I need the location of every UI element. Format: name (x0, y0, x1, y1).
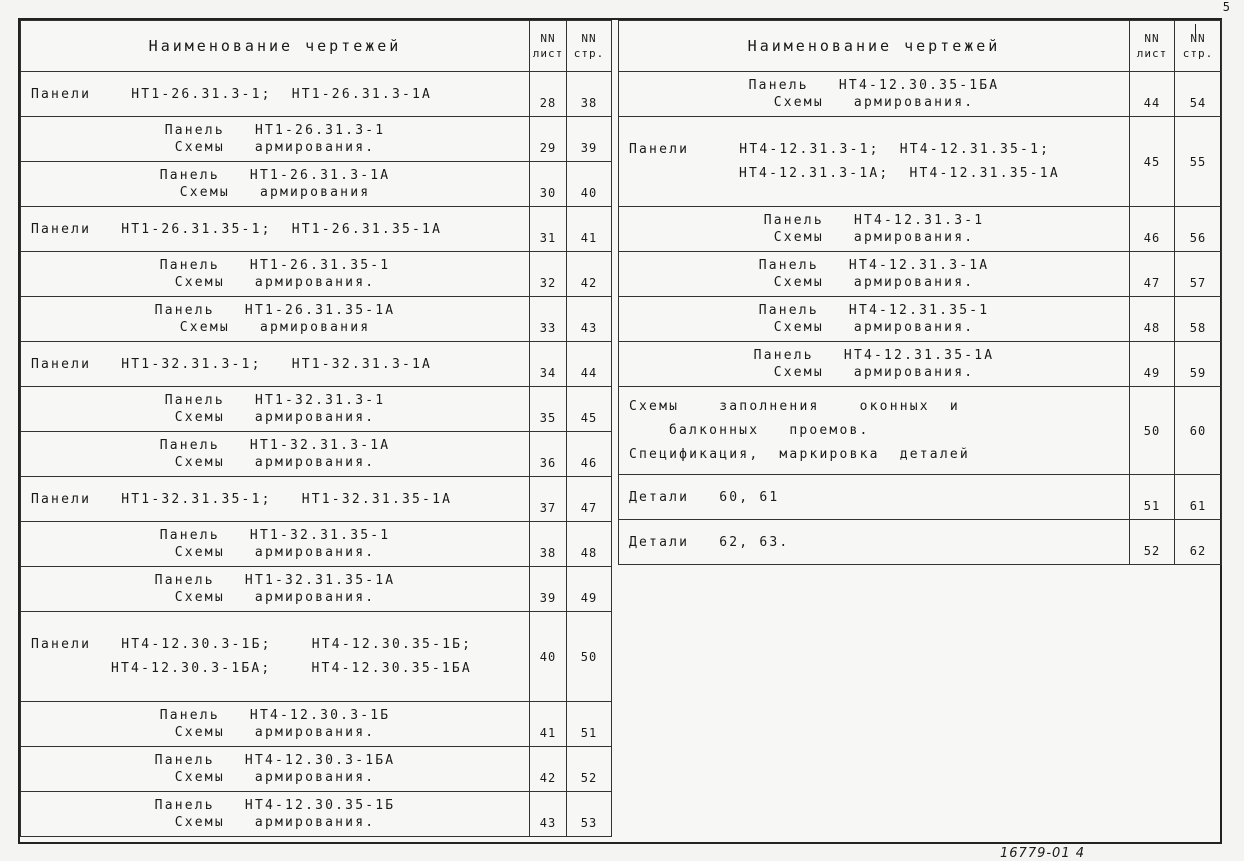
left-row (21, 117, 612, 162)
left-row-title (21, 612, 530, 702)
right-row-page-number: 55 (1175, 117, 1222, 207)
left-row-page-number: 39 (567, 117, 612, 162)
right-header-page-bottom: стр. (1182, 47, 1214, 60)
right-row-line: Панель НТ4-12.31.35-1А (753, 348, 995, 363)
right-row-title (619, 252, 1130, 297)
left-row-line: Панель НТ1-26.31.3-1А (159, 168, 391, 183)
left-row-title-text (21, 487, 529, 512)
left-row (21, 387, 612, 432)
right-row (619, 387, 1222, 475)
left-row-line: Схемы армирования. (174, 770, 376, 785)
left-row-line: Панель НТ4-12.30.3-1БА (154, 753, 396, 768)
left-row (21, 612, 612, 702)
left-row-page-number: 40 (567, 162, 612, 207)
left-row-sheet-number: 39 (530, 567, 567, 612)
left-contents-table (20, 20, 612, 837)
left-row-line: Панели НТ1-32.31.3-1; НТ1-32.31.3-1А (31, 356, 433, 372)
left-row (21, 792, 612, 837)
left-row-sheet-number: 32 (530, 252, 567, 297)
left-row-title-text (21, 703, 529, 745)
right-row-title-text (619, 343, 1129, 385)
left-row-line: Панель НТ1-26.31.35-1А (154, 303, 396, 318)
left-row-title-text (21, 298, 529, 340)
left-row (21, 252, 612, 297)
left-row-page-number: 45 (567, 387, 612, 432)
right-row-page-number: 60 (1175, 387, 1222, 475)
left-row-line: Схемы армирования. (174, 725, 376, 740)
right-row-title-text (619, 530, 1129, 555)
right-row-line: Панели НТ4-12.31.3-1; НТ4-12.31.35-1; (629, 141, 1051, 157)
right-row-title (619, 342, 1130, 387)
left-header-page-top: NN (581, 32, 597, 45)
left-row-title (21, 72, 530, 117)
left-row-sheet-number: 33 (530, 297, 567, 342)
left-row (21, 702, 612, 747)
left-row-page-number: 42 (567, 252, 612, 297)
left-row (21, 342, 612, 387)
left-row-title-text (21, 433, 529, 475)
left-row-title (21, 792, 530, 837)
right-row-sheet-number: 50 (1130, 387, 1175, 475)
right-row-title (619, 72, 1130, 117)
right-row-title-text (619, 134, 1129, 190)
left-row (21, 72, 612, 117)
right-row-line: Схемы армирования. (773, 365, 975, 380)
right-row-line: Панель НТ4-12.31.3-1 (763, 213, 985, 228)
left-row-sheet-number: 28 (530, 72, 567, 117)
right-header-sheet-bottom: лист (1136, 47, 1168, 60)
right-row-sheet-number: 47 (1130, 252, 1175, 297)
right-row-line: балконных проемов. (669, 422, 870, 438)
left-row-sheet-number: 30 (530, 162, 567, 207)
right-row-title (619, 475, 1130, 520)
left-row-line: Схемы армирования. (174, 410, 376, 425)
left-row-title (21, 702, 530, 747)
left-row-title (21, 387, 530, 432)
left-row-title-text (21, 163, 529, 205)
right-header-page (1175, 21, 1222, 72)
right-row-title-text (619, 73, 1129, 115)
corner-mark: 5 (1222, 0, 1230, 14)
right-row (619, 475, 1222, 520)
right-row-sheet-number: 46 (1130, 207, 1175, 252)
left-row-page-number: 49 (567, 567, 612, 612)
left-row-page-number: 48 (567, 522, 612, 567)
left-row-page-number: 44 (567, 342, 612, 387)
left-row-title (21, 207, 530, 252)
left-row-line: НТ4-12.30.3-1БА; НТ4-12.30.35-1БА (111, 660, 472, 676)
left-row-sheet-number: 40 (530, 612, 567, 702)
left-row-sheet-number: 42 (530, 747, 567, 792)
left-row-title-text (21, 82, 529, 107)
right-row-line: Детали 60, 61 (629, 489, 780, 505)
left-row-sheet-number: 37 (530, 477, 567, 522)
drawing-sheet (18, 18, 1222, 844)
left-row-page-number: 52 (567, 747, 612, 792)
left-row-title-text (21, 523, 529, 565)
left-row-title (21, 567, 530, 612)
left-row-line: Схемы армирования. (174, 590, 376, 605)
left-row-line: Панель НТ1-32.31.3-1А (159, 438, 391, 453)
left-row-page-number: 51 (567, 702, 612, 747)
left-header-sheet (530, 21, 567, 72)
right-header-name: Наименование чертежей (619, 21, 1130, 72)
right-row-title (619, 207, 1130, 252)
right-row-line: НТ4-12.31.3-1А; НТ4-12.31.35-1А (739, 165, 1060, 181)
right-row-line: Детали 62, 63. (629, 534, 790, 550)
left-header-sheet-top: NN (540, 32, 556, 45)
left-row (21, 477, 612, 522)
left-row-title (21, 342, 530, 387)
right-row (619, 520, 1222, 565)
right-row-line: Схемы заполнения оконных и (629, 398, 960, 414)
left-header-page (567, 21, 612, 72)
left-row-line: Панель НТ1-32.31.35-1А (154, 573, 396, 588)
left-row-title (21, 252, 530, 297)
left-header-page-bottom: стр. (573, 47, 605, 60)
left-header-sheet-bottom: лист (532, 47, 564, 60)
left-row-line: Панель НТ1-32.31.35-1 (159, 528, 391, 543)
left-row (21, 432, 612, 477)
left-row-title-text (21, 118, 529, 160)
left-header-row (21, 21, 612, 72)
right-row-sheet-number: 51 (1130, 475, 1175, 520)
right-row (619, 72, 1222, 117)
left-row-line: Панель НТ4-12.30.35-1Б (154, 798, 396, 813)
right-row-line: Схемы армирования. (773, 320, 975, 335)
right-header-sheet-top: NN (1144, 32, 1160, 45)
right-row-page-number: 62 (1175, 520, 1222, 565)
left-row-page-number: 38 (567, 72, 612, 117)
left-row-sheet-number: 34 (530, 342, 567, 387)
right-row-line: Схемы армирования. (773, 230, 975, 245)
left-row-title (21, 162, 530, 207)
right-row-title-text (619, 208, 1129, 250)
right-row-title-text (619, 391, 1129, 471)
left-row (21, 162, 612, 207)
left-row-sheet-number: 36 (530, 432, 567, 477)
left-row-sheet-number: 29 (530, 117, 567, 162)
left-row-title (21, 117, 530, 162)
left-row-sheet-number: 41 (530, 702, 567, 747)
left-row-page-number: 46 (567, 432, 612, 477)
left-row-line: Схемы армирования. (174, 455, 376, 470)
left-header-name: Наименование чертежей (21, 21, 530, 72)
right-row-line: Панель НТ4-12.31.35-1 (758, 303, 990, 318)
right-row-sheet-number: 52 (1130, 520, 1175, 565)
left-row (21, 522, 612, 567)
left-row-title-text (21, 793, 529, 835)
left-row-line: Схемы армирования. (174, 275, 376, 290)
right-header-sheet (1130, 21, 1175, 72)
left-row-line: Панель НТ1-26.31.3-1 (164, 123, 386, 138)
right-row-title (619, 387, 1130, 475)
left-row-sheet-number: 31 (530, 207, 567, 252)
left-row-sheet-number: 35 (530, 387, 567, 432)
left-row-title-text (21, 568, 529, 610)
right-row (619, 117, 1222, 207)
left-row-page-number: 43 (567, 297, 612, 342)
right-row-title-text (619, 485, 1129, 510)
left-row-line: Схемы армирования. (174, 140, 376, 155)
right-row-line: Схемы армирования. (773, 95, 975, 110)
left-row-title-text (21, 388, 529, 430)
right-contents-table (618, 20, 1222, 565)
left-row-sheet-number: 38 (530, 522, 567, 567)
right-row-page-number: 61 (1175, 475, 1222, 520)
right-row-title (619, 117, 1130, 207)
right-row-title-text (619, 298, 1129, 340)
right-row-line: Панель НТ4-12.30.35-1БА (748, 78, 1000, 93)
left-row-line: Панель НТ1-26.31.35-1 (159, 258, 391, 273)
left-row (21, 567, 612, 612)
left-row-sheet-number: 43 (530, 792, 567, 837)
left-row-title (21, 432, 530, 477)
left-row-line: Панели НТ1-32.31.35-1; НТ1-32.31.35-1А (31, 491, 453, 507)
right-row-sheet-number: 45 (1130, 117, 1175, 207)
left-row-line: Панели НТ1-26.31.3-1; НТ1-26.31.3-1А (31, 86, 433, 102)
left-row-title-text (21, 352, 529, 377)
right-header-row (619, 21, 1222, 72)
left-row-title (21, 297, 530, 342)
right-row-page-number: 56 (1175, 207, 1222, 252)
left-row-line: Схемы армирования. (174, 815, 376, 830)
left-row-line: Схемы армирования (179, 320, 371, 335)
left-row-line: Схемы армирования. (174, 545, 376, 560)
left-row-title (21, 477, 530, 522)
right-row-page-number: 59 (1175, 342, 1222, 387)
left-row-page-number: 53 (567, 792, 612, 837)
right-row (619, 207, 1222, 252)
right-row (619, 342, 1222, 387)
left-row-line: Панель НТ4-12.30.3-1Б (159, 708, 391, 723)
left-row-title-text (21, 217, 529, 242)
left-row-page-number: 41 (567, 207, 612, 252)
left-row-title-text (21, 748, 529, 790)
left-row-page-number: 50 (567, 612, 612, 702)
left-row-line: Панель НТ1-32.31.3-1 (164, 393, 386, 408)
right-row-line: Спецификация, маркировка деталей (629, 446, 970, 462)
right-row-sheet-number: 49 (1130, 342, 1175, 387)
right-row-title-text (619, 253, 1129, 295)
right-row (619, 252, 1222, 297)
right-row-sheet-number: 44 (1130, 72, 1175, 117)
left-row-page-number: 47 (567, 477, 612, 522)
right-row-sheet-number: 48 (1130, 297, 1175, 342)
left-row-line: Схемы армирования (179, 185, 371, 200)
right-row-title (619, 520, 1130, 565)
left-row (21, 207, 612, 252)
left-row-title-text (21, 629, 529, 685)
right-row-page-number: 54 (1175, 72, 1222, 117)
left-row-title (21, 522, 530, 567)
left-row-line: Панели НТ1-26.31.35-1; НТ1-26.31.35-1А (31, 221, 443, 237)
left-row-line: Панели НТ4-12.30.3-1Б; НТ4-12.30.35-1Б; (31, 636, 473, 652)
left-row (21, 297, 612, 342)
right-row (619, 297, 1222, 342)
right-header-page-top: NN (1190, 32, 1206, 45)
left-row-title-text (21, 253, 529, 295)
right-row-line: Панель НТ4-12.31.3-1А (758, 258, 990, 273)
right-row-line: Схемы армирования. (773, 275, 975, 290)
left-row-title (21, 747, 530, 792)
document-stamp: 16779-01 4 (1000, 846, 1085, 861)
right-row-page-number: 58 (1175, 297, 1222, 342)
left-row (21, 747, 612, 792)
right-row-title (619, 297, 1130, 342)
right-row-page-number: 57 (1175, 252, 1222, 297)
